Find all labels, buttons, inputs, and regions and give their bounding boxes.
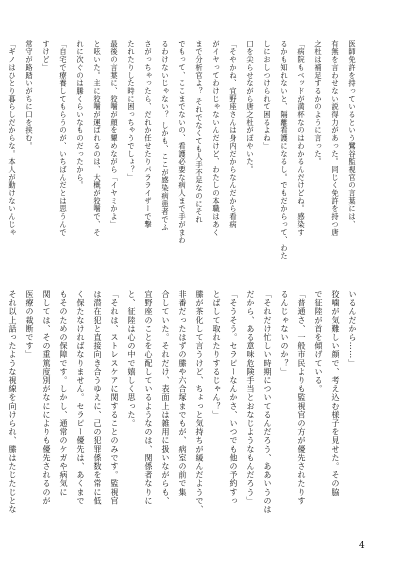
text-line: 狡噛が気難しい顔で、考え込む様子を見せた。その脇 xyxy=(331,290,340,497)
text-line: 最後の言葉に、狡噛が顔を顰めながら「イヤミかよ」 xyxy=(110,40,119,229)
text-line: るかも知れないと、隔離看護になるし。でもだからって、わた xyxy=(280,40,289,260)
text-line: 「そやかね、宜野座さんは身内だからなんだから看病 xyxy=(229,40,238,229)
text-line xyxy=(0,40,4,262)
text-line: まで分析官よ？ それでなくても人手不足なのにそれ xyxy=(195,40,204,224)
text-line: しにおしつけられて困るよね」 xyxy=(263,40,272,150)
text-line: 非番だったはずの縢や六合塚までもが、病室の前で集 xyxy=(178,290,187,497)
text-line: で征陸が首を傾げている。 xyxy=(314,290,323,394)
page-number: 4 xyxy=(359,541,365,551)
text-line: と、征陸は心の中で嬉しく思った。 xyxy=(127,290,136,428)
text-line: たれたりした時に困っちゃうでしょ？」 xyxy=(127,40,136,182)
text-line: 「ギノはひとり暮らしだからな。本人が動けないんじゃ xyxy=(8,40,17,237)
text-line: だから、ある意味危険手当とおなじようなもんだろう」 xyxy=(246,290,255,505)
text-line: それ以上話ったような視線を向けられ、縢はたじたじとな xyxy=(8,290,17,514)
text-line: 有無を言わせない説得力があった。同じく免許を持つ唐 xyxy=(331,40,340,237)
text-line: 口を尖らせながら唐之杜がぼやいた。 xyxy=(246,40,255,174)
text-line: と呟いた。主に狡噛が運ばれるのは、大概が狡噛で、そ xyxy=(93,40,102,237)
text-line: るんじゃないのか？」 xyxy=(280,290,289,376)
text-line: 合していた。それだけ、表面上は雑用に扱いながらも、 xyxy=(161,290,170,505)
lower-text-block xyxy=(0,290,361,515)
text-line: 医師免許を持っているという鷺谷監視官の言葉には、 xyxy=(348,40,357,229)
text-line: いるんだから……」 xyxy=(348,290,357,368)
text-line: 「病院もベッドが満杯なのはわかるんだけどね。感染す xyxy=(297,40,306,237)
upper-text-block xyxy=(0,40,361,262)
text-line: 常守が路踏いがちに口を挟む。 xyxy=(25,40,34,150)
text-line: がイヤってわけじゃないんだけど、わたしの本職はあく xyxy=(212,40,221,237)
text-line: でもって、ここまでないの、看護必要な病人まで手がまわ xyxy=(178,40,187,245)
text-line: 之杜は補足するかのように言った。 xyxy=(314,40,323,166)
text-line: 「それだけ忙しい時期についてるんだろう、ああいうのは xyxy=(263,290,272,514)
text-line: 「普通さ、一般市民よりも監視官の方が優先されたりす xyxy=(297,290,306,505)
text-line: 縢が茶化して言うけど、ちょっと気持ちが緩んだようで、 xyxy=(195,290,204,514)
text-line: 「そうそう。セラピーなんかさ、いつでも他の予約すっ xyxy=(229,290,238,505)
text-line: は潜在犯と直接向き合うゆえに、己の犯罪係数を常に低 xyxy=(93,290,102,505)
text-line: く保たなければなりません。セラピー優先は、あくまで xyxy=(76,290,85,505)
text-line: 「自宅で療養してもらうのが、いちばんだとは思うんで xyxy=(59,40,68,237)
text-line: とばして取れたりするじゃん？」 xyxy=(212,290,221,419)
text-line: 「それは、ストレスケアに関することのみです。監視官 xyxy=(110,290,119,505)
text-line: 宜野座のことを心配しているようなのは、関係者なりに xyxy=(144,290,153,505)
text-line: すけど」 xyxy=(42,40,51,72)
text-line: もそのための保障です。しかし、通常のケガや病気に xyxy=(59,290,68,497)
text-line: 関しては、その重篤度別がなにによりも優先されるのが xyxy=(42,290,51,505)
text-line: れに次ぐのは縢くらいなものだったから。 xyxy=(76,40,85,190)
text-line: 医療の裁断です」 xyxy=(25,290,34,359)
text-line: さがっちゃったら、だれか任せたりパラライザーで撃 xyxy=(144,40,153,229)
text-line: るわけないじゃない？ しかも、ここが感染病患者でふ xyxy=(161,40,170,232)
